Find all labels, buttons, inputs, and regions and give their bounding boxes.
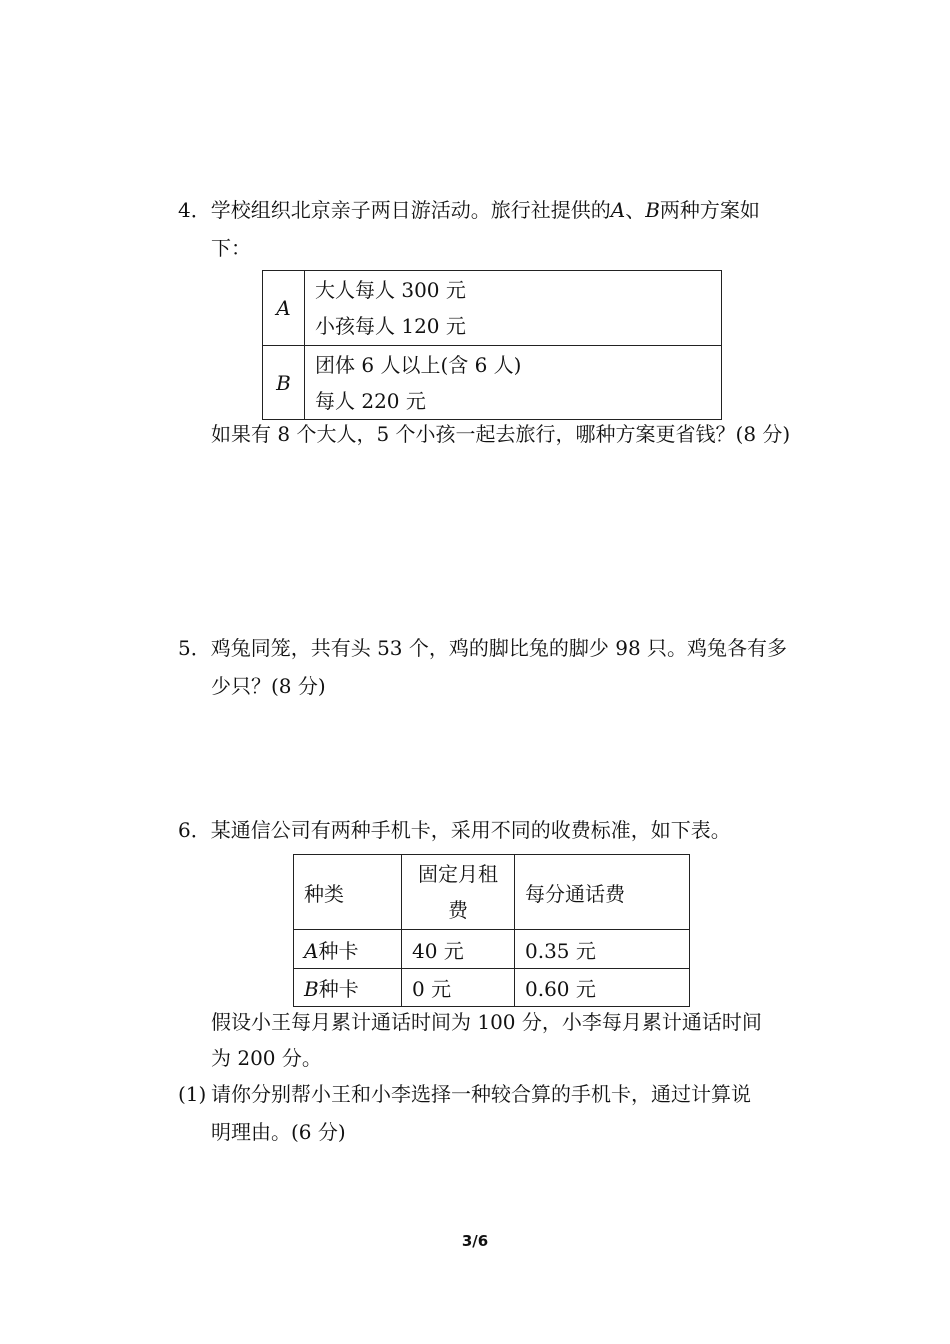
header-rent: 固定月租 费 [402, 855, 515, 930]
table-row [294, 855, 690, 930]
q4-question: 如果有 8 个大人，5 个小孩一起去旅行，哪种方案更省钱？(8 分) [211, 422, 791, 446]
q4-plan-table [262, 270, 722, 420]
plan-b-detail: 团体 6 人以上(含 6 人) 每人 220 元 [305, 346, 722, 420]
card-a-fee: 0.35 元 [515, 930, 690, 969]
plan-b-label: B [263, 346, 305, 420]
card-b-type: B种卡 [294, 969, 402, 1007]
q6-assume-line2: 为 200 分。 [211, 1046, 322, 1070]
q6-sub1-line1: 请你分别帮小王和小李选择一种较合算的手机卡，通过计算说 [211, 1082, 751, 1106]
table-row [294, 969, 690, 1007]
q6-intro: 6．某通信公司有两种手机卡，采用不同的收费标准，如下表。 [178, 818, 731, 842]
page-number: 3/6 [461, 1232, 489, 1250]
header-type: 种类 [294, 855, 402, 930]
q6-sub1-number: (1) [178, 1082, 207, 1106]
plan-a-detail: 大人每人 300 元 小孩每人 120 元 [305, 271, 722, 346]
card-a-type: A种卡 [294, 930, 402, 969]
table-row [294, 930, 690, 969]
plan-a-label: A [263, 271, 305, 346]
q5-line2: 少只？(8 分) [211, 674, 326, 698]
q4-line2: 下： [211, 236, 251, 260]
table-row [263, 271, 722, 346]
q4-line1: 4．学校组织北京亲子两日游活动。旅行社提供的A、B两种方案如 [178, 198, 760, 222]
card-b-rent: 0 元 [402, 969, 515, 1007]
card-b-fee: 0.60 元 [515, 969, 690, 1007]
q6-fee-table [293, 854, 690, 1007]
table-row [263, 346, 722, 420]
q5-line1: 5．鸡兔同笼，共有头 53 个，鸡的脚比兔的脚少 98 只。鸡兔各有多 [178, 636, 788, 660]
q6-assume-line1: 假设小王每月累计通话时间为 100 分，小李每月累计通话时间 [211, 1010, 762, 1034]
header-per-minute: 每分通话费 [515, 855, 690, 930]
q6-sub1-line2: 明理由。(6 分) [211, 1120, 346, 1144]
card-a-rent: 40 元 [402, 930, 515, 969]
